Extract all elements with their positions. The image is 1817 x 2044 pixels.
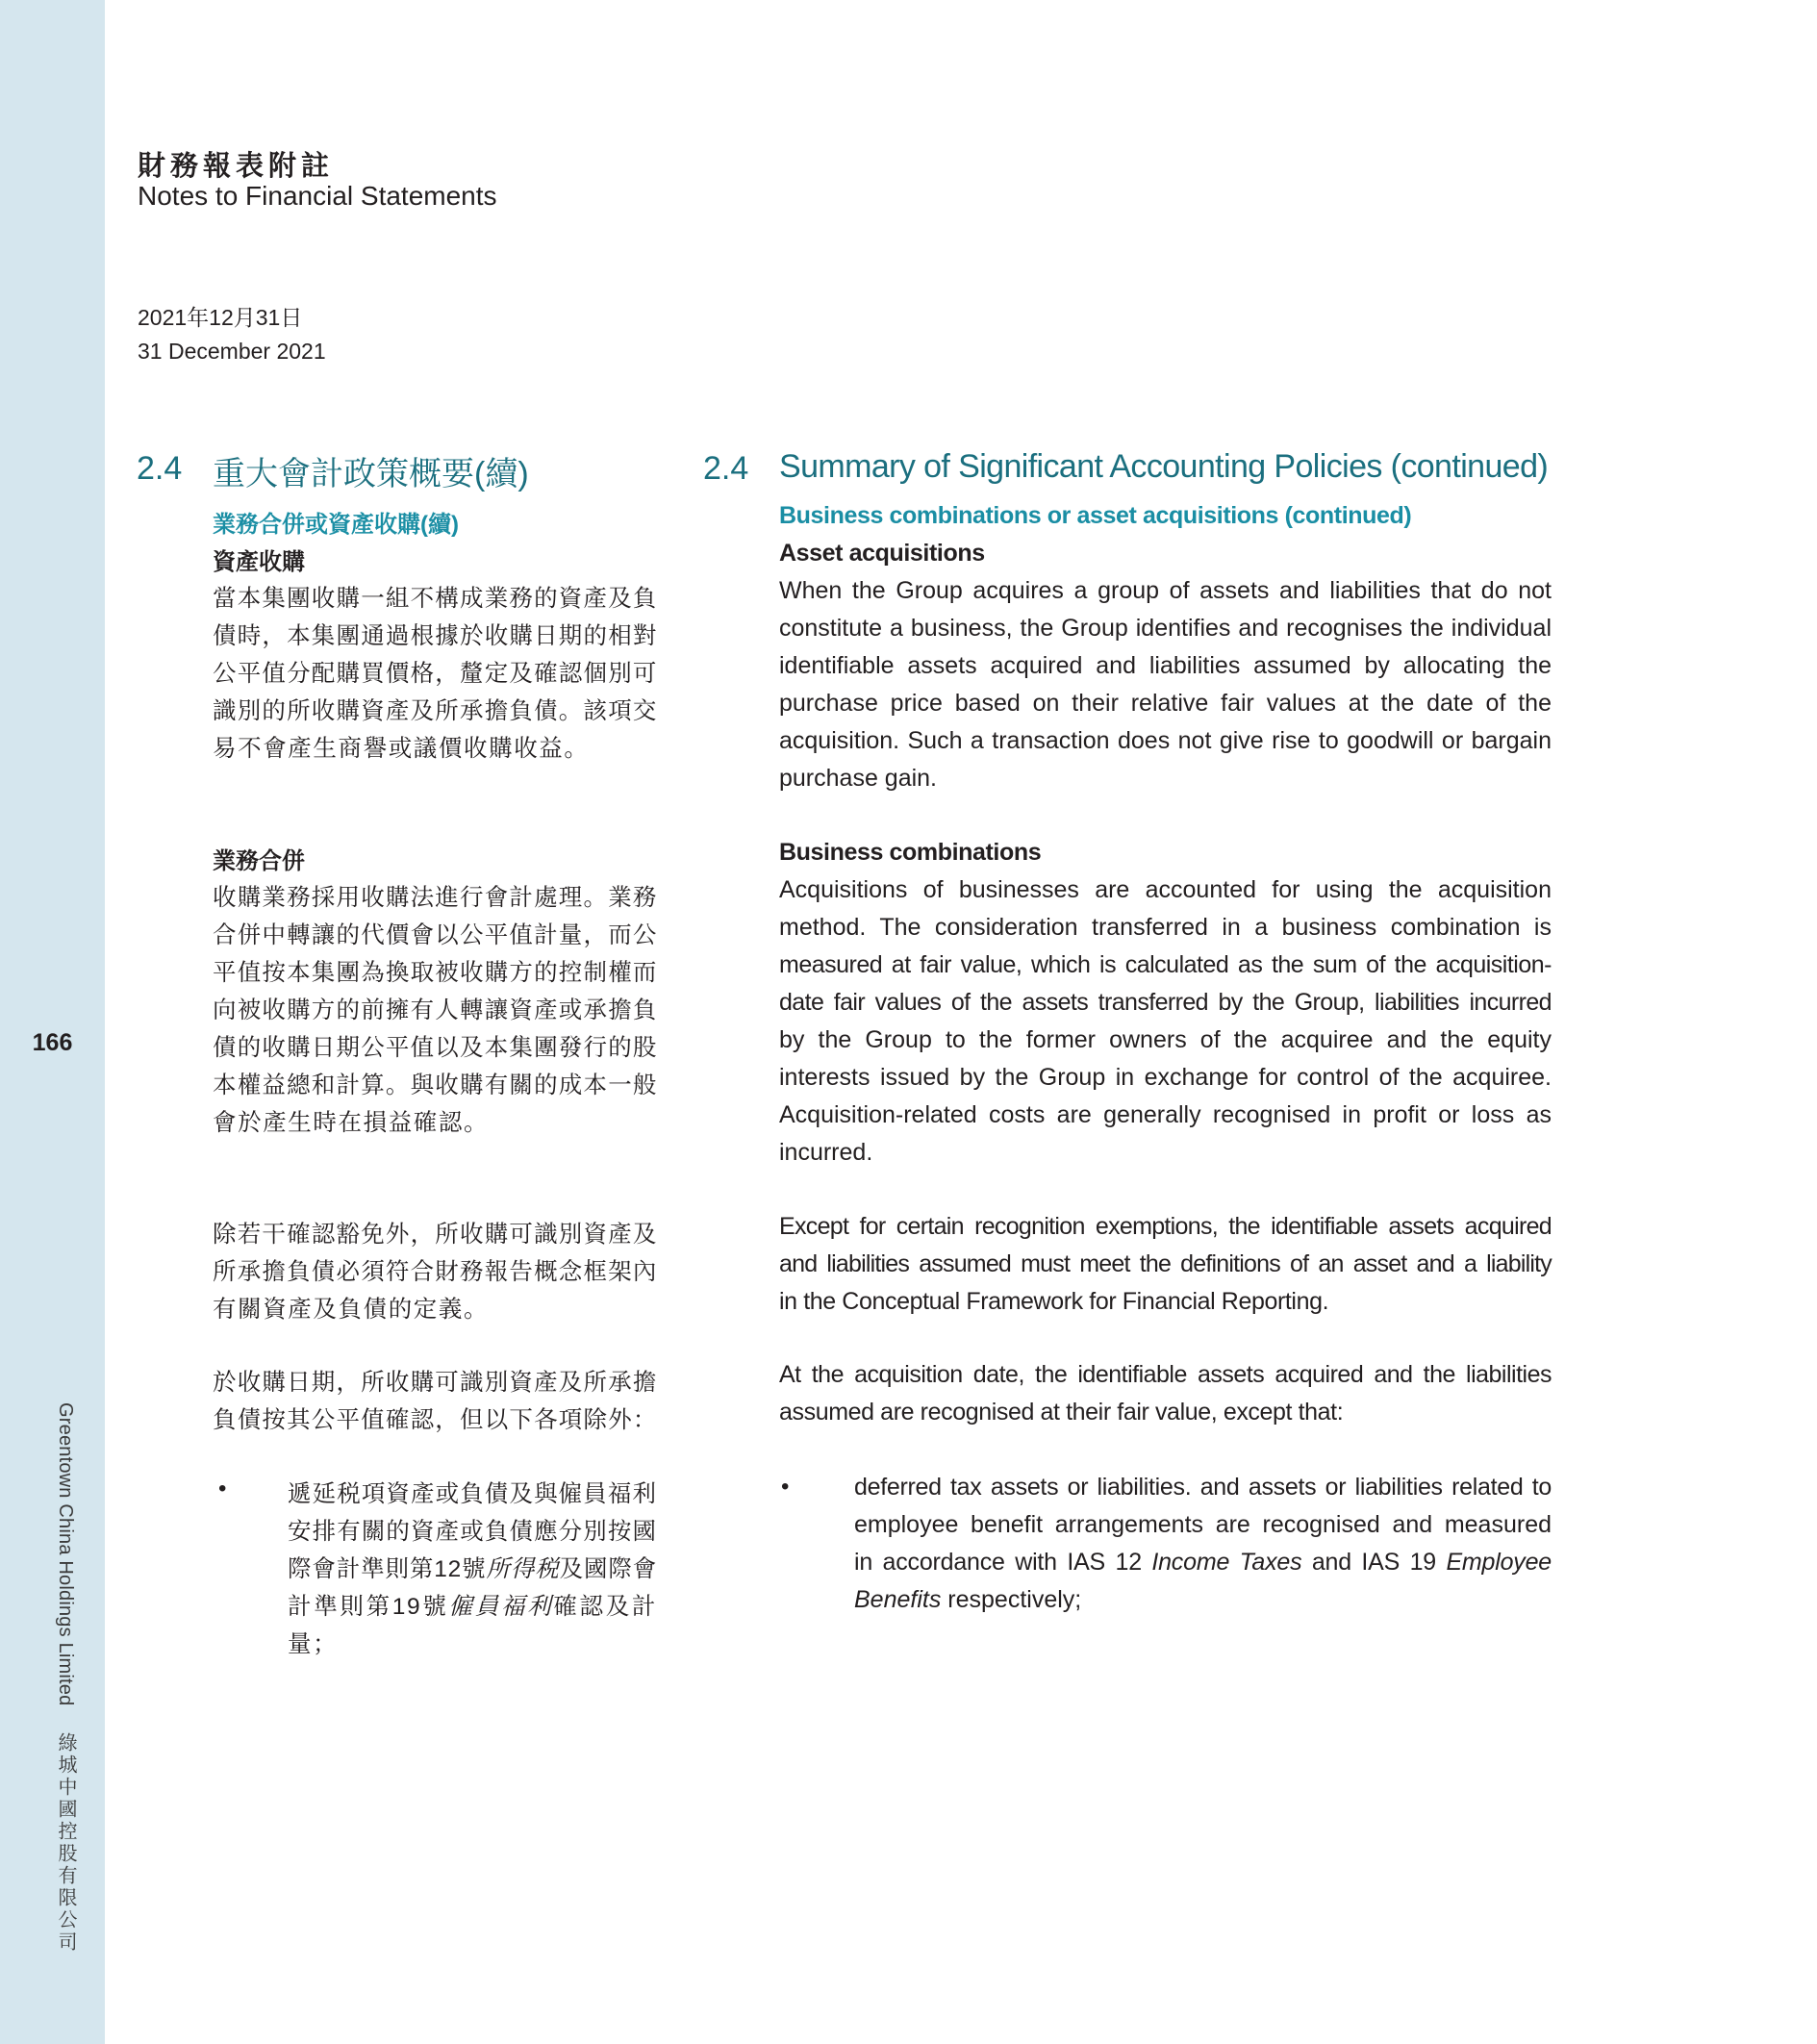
text-line: 識別的所收購資產及所承擔負債。該項交 xyxy=(213,698,658,724)
text-line: deferred tax assets or liabilities. and assets or liabilities related to xyxy=(854,1474,1552,1501)
text-span: 際會計準則第12號 xyxy=(288,1556,487,1582)
text-span: 及國際會 xyxy=(559,1556,658,1582)
text-line: 本權益總和計算。與收購有關的成本一般 xyxy=(213,1072,658,1098)
bullet-item-en xyxy=(854,1474,1552,1624)
text-line: purchase price based on their relative fair values at the date of the xyxy=(779,690,1552,717)
text-line: 當本集團收購一組不構成業務的資產及負 xyxy=(213,586,658,612)
asset-heading-cn: 資產收購 xyxy=(213,549,305,575)
asset-paragraph-cn xyxy=(213,580,657,768)
text-line: At the acquisition date, the identifiable assets acquired and the liabilities xyxy=(779,1361,1552,1388)
asset-paragraph-en xyxy=(779,577,1552,802)
italic-title: Employee xyxy=(1446,1549,1552,1576)
text-span: 計準則第19號 xyxy=(288,1594,449,1620)
subheading-en: Business combinations or asset acquisitions (continued) xyxy=(779,502,1412,529)
company-name-cn: 綠城中國控股有限公司 xyxy=(55,1732,76,1955)
italic-title: 僱員福利 xyxy=(448,1594,554,1620)
exemption-paragraph-cn xyxy=(213,1216,657,1328)
date-en: 31 December 2021 xyxy=(138,339,326,364)
text-line: Acquisitions of businesses are accounted for using the acquisition xyxy=(779,876,1552,903)
text-line: acquisition. Such a transaction does not give rise to goodwill or bargain xyxy=(779,727,1552,754)
text-line: in the Conceptual Framework for Financial Reporting. xyxy=(779,1288,1329,1315)
text-line: incurred. xyxy=(779,1139,873,1166)
bullet-icon: • xyxy=(218,1476,227,1501)
page-title-cn: 財務報表附註 xyxy=(138,149,335,182)
text-line: method. The consideration transferred in a business combination is xyxy=(779,914,1552,941)
text-line xyxy=(288,1588,657,1626)
italic-title: 所得税 xyxy=(486,1556,560,1582)
text-line: assumed are recognised at their fair value, except that: xyxy=(779,1399,1344,1426)
company-name-en: Greentown China Holdings Limited xyxy=(55,1402,76,1706)
text-line: constitute a business, the Group identifies and recognises the individual xyxy=(779,615,1552,642)
section-title-cn: 重大會計政策概要(續) xyxy=(213,456,529,492)
text-line: date fair values of the assets transferred by the Group, liabilities incurred xyxy=(779,989,1552,1016)
business-paragraph-cn xyxy=(213,879,657,1142)
italic-title: Income Taxes xyxy=(1151,1549,1302,1576)
text-line: 債時，本集團通過根據於收購日期的相對 xyxy=(213,623,658,649)
business-paragraph-en xyxy=(779,876,1552,1176)
italic-title: Benefits xyxy=(854,1586,942,1613)
section-title-en: Summary of Significant Accounting Policies (continued) xyxy=(779,448,1549,485)
text-line: 除若干確認豁免外，所收購可識別資產及 xyxy=(213,1222,658,1248)
text-line: 向被收購方的前擁有人轉讓資產或承擔負 xyxy=(213,997,658,1023)
text-span: respectively; xyxy=(941,1586,1082,1613)
text-line: 負債按其公平值確認，但以下各項除外： xyxy=(213,1407,658,1433)
section-number-en: 2.4 xyxy=(703,450,749,487)
text-line xyxy=(288,1551,657,1588)
exemption-paragraph-en xyxy=(779,1213,1552,1325)
text-span: 確認及計 xyxy=(553,1594,657,1620)
text-line: 於收購日期，所收購可識別資產及所承擔 xyxy=(213,1370,658,1396)
text-line xyxy=(854,1549,1552,1586)
text-line: Acquisition-related costs are generally recognised in profit or loss as xyxy=(779,1101,1552,1128)
text-line: 收購業務採用收購法進行會計處理。業務 xyxy=(213,885,658,911)
date-cn: 2021年12月31日 xyxy=(138,305,303,330)
text-line: purchase gain. xyxy=(779,765,938,792)
business-heading-cn: 業務合併 xyxy=(213,848,305,874)
text-line: 遞延税項資產或負債及與僱員福利 xyxy=(288,1481,657,1507)
text-line xyxy=(854,1586,1552,1624)
text-line: 會於產生時在損益確認。 xyxy=(213,1110,490,1136)
text-line: identifiable assets acquired and liabilities assumed by allocating the xyxy=(779,652,1552,679)
text-line: and liabilities assumed must meet the definitions of an asset and a liability xyxy=(779,1250,1552,1277)
page-title-en: Notes to Financial Statements xyxy=(138,181,497,211)
sidebar xyxy=(0,0,105,2044)
text-line: Except for certain recognition exemptions, the identifiable assets acquired xyxy=(779,1213,1552,1240)
text-span: in accordance with IAS 12 xyxy=(854,1549,1152,1576)
text-line: interests issued by the Group in exchange for control of the acquiree. xyxy=(779,1064,1552,1091)
text-line: When the Group acquires a group of assets and liabilities that do not xyxy=(779,577,1552,604)
text-line: employee benefit arrangements are recognised and measured xyxy=(854,1511,1552,1538)
text-line: 債的收購日期公平值以及本集團發行的股 xyxy=(213,1035,658,1061)
text-line: 合併中轉讓的代價會以公平值計量，而公 xyxy=(213,922,658,948)
bullet-icon: • xyxy=(781,1474,790,1500)
acquisition-date-paragraph-cn xyxy=(213,1364,657,1439)
text-line: 安排有關的資產或負債應分別按國 xyxy=(288,1519,657,1545)
text-line: 公平值分配購買價格，釐定及確認個別可 xyxy=(213,661,658,687)
text-line: 量； xyxy=(288,1631,339,1657)
text-line: 所承擔負債必須符合財務報告概念框架內 xyxy=(213,1259,658,1285)
company-name-vertical xyxy=(52,1402,80,1954)
page-number: 166 xyxy=(32,1029,73,1056)
text-span: and IAS 19 xyxy=(1301,1549,1447,1576)
asset-heading-en: Asset acquisitions xyxy=(779,540,985,567)
acquisition-date-paragraph-en xyxy=(779,1361,1552,1436)
text-line: 有關資產及負債的定義。 xyxy=(213,1297,490,1323)
text-line: 易不會產生商譽或議價收購收益。 xyxy=(213,736,590,762)
text-line: by the Group to the former owners of the acquiree and the equity xyxy=(779,1026,1552,1053)
text-line: 平值按本集團為換取被收購方的控制權而 xyxy=(213,960,658,986)
text-line: measured at fair value, which is calculated as the sum of the acquisition- xyxy=(779,951,1552,978)
section-number-cn: 2.4 xyxy=(137,450,183,487)
business-heading-en: Business combinations xyxy=(779,839,1042,866)
subheading-cn: 業務合併或資產收購(續) xyxy=(213,512,459,538)
bullet-item-cn xyxy=(288,1476,657,1663)
